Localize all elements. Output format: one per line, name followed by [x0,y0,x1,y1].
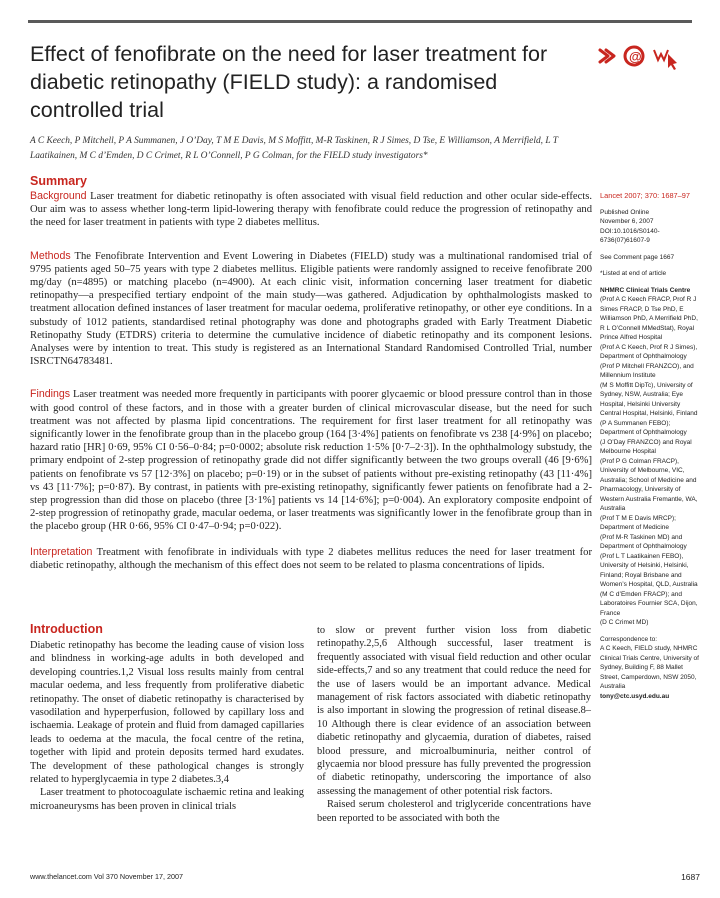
methods-text: The Fenofibrate Intervention and Event Lowering in Diabetes (FIELD) study was a multinational randomised trial of 9795 patients aged 50–75 years with type 2 diabetes mellitus. Eligible patients were randomly assigned to receive fenofibrate 200 mg/day (n=4895) or matching placebo (n=4900). At each clinic visit, information concerning laser treatment for diabetic retinopathy—a prespecified tertiary endpoint of the main study—was gathered. Adjudication by ophthalmologists masked to treatment allocation defined instances of laser treatment for macular oedema, proliferative retinopathy, or other eye conditions. In a substudy of 1012 patients, standardised retinal photography was done and photographs graded with Early Treatment Diabetic Retinopathy Study (ETDRS) criteria to determine the cumulative incidence of diabetic retinopathy and its component lesions. Analyses were by intention to treat. This study is registered as an International Standard Randomised Controlled Trial, number ISRCTN64783481. [30,250,592,368]
top-rule [28,20,692,23]
svg-text:@: @ [629,49,642,64]
article-title: Effect of fenofibrate on the need for laser treatment for diabetic retinopathy (FIELD study): a randomised controlled trial [30,42,548,122]
abstract [30,174,592,572]
intro-paragraph-2: Laser treatment to photocoagulate ischaemic retina and leaking microaneurysms has been proven in clinical trials [30,787,304,812]
summary-heading: Summary [30,174,87,188]
affiliation-10: (Prof L T Laatikainen FEBO), University of Helsinki, Helsinki, Finland; Royal Brisbane and Women’s Hospital, QLD, Australia [600,552,698,588]
affiliation-11: (M C d’Emden FRACP); and Laboratoires Fournier SCA, Dijon, France [600,590,698,617]
correspondence-address: A C Keech, FIELD study, NHMRC Clinical Trials Centre, University of Sydney, Building F, 88 Mallet Street, Camperdown, NSW 2050, Australia [600,645,699,690]
affiliation-4: (M S Moffitt DipTc), University of Sydney, NSW, Australia; Eye Hospital, Helsinki University Central Hospital, Helsinki, Finland [600,381,698,417]
affiliation-5: (P A Summanen FEBO); Department of Ophthalmology [600,419,687,436]
findings-paragraph [30,388,592,533]
online-first-logo-icon [598,42,678,70]
findings-text: Laser treatment was needed more frequently in participants with poorer glycaemic or blood pressure control than in those with good control of these factors, and in those with a greater burden of clinical microvascular disease, but the need for such treatment was not affected by plasma lipid concentrations. The requirement for first laser treatment for all retinopathy was significantly lower in the fenofibrate group than in the placebo group (164 [3·4%] patients on fenofibrate vs 238 [4·9%] on placebo; hazard ratio [HR] 0·69, 95% CI 0·56–0·84; p=0·0002; absolute risk reduction 1·5% [0·7–2·3]). In the ophthalmology substudy, the primary endpoint of 2-step progression of retinopathy grade did not differ significantly between the two groups overall (46 [9·6%] patients on fenofibrate vs 57 [12·3%] on placebo; p=0·19) or in the subset of patients without pre-existing retinopathy (43 [11·4%] vs 43 [11·7%]; p=0·87). By contrast, in patients with pre-existing retinopathy, significantly fewer patients on fenofibrate had a 2-step progression than did those on placebo (three [3·1%] patients vs 14 [14·6%]; p=0·004). An exploratory composite endpoint of 2-step progression of retinopathy grade, macular oedema, or laser treatments was significantly lower in the fenofibrate group than in the placebo group (HR 0·66, 95% CI 0·47–0·94; p=0·022). [30,389,592,533]
correspondence-label: Correspondence to: [600,635,658,643]
background-label: Background [30,190,87,202]
published-date: November 6, 2007 [600,218,654,225]
footer-journal: www.thelancet.com Vol 370 November 17, 2007 [30,872,184,881]
interpretation-label: Interpretation [30,545,93,558]
affiliation-7: (Prof P G Colman FRACP), University of Melbourne, VIC, Australia; School of Medicine and Pharmacology, University of Western Australia Fremantle, WA, Australia [600,457,698,512]
listed-note: *Listed at end of article [600,270,667,277]
affiliation-0: NHMRC Clinical Trials Centre [600,286,691,294]
interpretation-text: Treatment with fenofibrate in individuals with type 2 diabetes mellitus reduces the need for laser treatment for diabetic retinopathy, although the mechanism of this effect does not seem to be related to plasma concentrations of lipids. [30,546,592,571]
see-comment-link[interactable]: See Comment page 1667 [600,253,675,261]
affiliation-3: (Prof P Mitchell FRANZCO), and Millennium Institute [600,362,694,379]
interpretation-paragraph [30,546,592,572]
introduction-heading: Introduction [30,622,103,636]
methods-paragraph [30,250,592,369]
affiliation-2: (Prof A C Keech, Prof R J Simes), Department of Ophthalmology [600,343,698,360]
article-body [30,622,592,824]
intro-paragraph-1: Diabetic retinopathy has become the leading cause of vision loss and blindness in working-age adults in both developed and developing countries.1,2 Visual loss results mainly from central macular oedema, and less frequently from proliferative diabetic retinopathy. The onset of diabetic retinopathy is characterised by vasodilation and hyperperfusion, followed by capillary loss and ischaemia. Leakage of protein and fluid from damaged capillaries leads to oedema at the macula, the focal centre of the retina, together with lipid and protein deposits termed hard exudates. The development of these pathological changes is strongly related to hyperglycaemia in type 2 diabetes.3,4 [30,640,304,786]
affiliation-6: (J O’Day FRANZCO) and Royal Melbourne Hospital [600,438,692,455]
sidebar [600,191,700,701]
right-column [317,624,591,825]
citation: Lancet 2007; 370: 1687–97 [600,191,691,200]
methods-label: Methods [30,249,71,262]
page-footer [30,872,700,881]
correspondence-email[interactable]: tony@ctc.usyd.edu.au [600,692,670,700]
doi[interactable]: DOI:10.1016/S0140-6736(07)61607-9 [600,227,660,244]
page-number: 1687 [681,872,700,882]
affiliation-1: (Prof A C Keech FRACP, Prof R J Simes FRACP, D Tse PhD, E Williamson PhD, A Merrifield PhD, R L O’Connell MMedStat), Royal Prince Alfred Hospital [600,296,698,341]
intro-paragraph-3: to slow or prevent further vision loss from diabetic retinopathy.2,5,6 Although successful, laser treatment is frequently associated with visual field reduction and other ocular side-effects,7 and so any treatment that could reduce the need for the use of lasers would be an important advance. Medical management of risk factors associated with diabetic retinopathy is also important in slowing the progression of retinal disease.8–10 Although there is clear evidence of an association between diabetic retinopathy and glycaemia, duration of diabetes, raised blood pressure, and microalbuminuria, neither control of glycaemia nor blood pressure has fully prevented the progression of diabetic retinopathy, underscoring the importance of also assessing the management of other potential risk factors. [317,625,591,797]
findings-label: Findings [30,388,71,401]
left-column [30,639,304,813]
affiliation-9: (Prof M-R Taskinen MD) and Department of Ophthalmology [600,533,687,550]
background-text: Laser treatment for diabetic retinopathy is often associated with visual field reduction and other ocular side-effects. Our aim was to assess whether long-term lipid-lowering therapy with fenofibrate could reduce the progression of retinopathy and the need for laser treatment in patients with type 2 diabetes mellitus. [30,191,592,229]
author-list: A C Keech, P Mitchell, P A Summanen, J O’Day, T M E Davis, M S Moffitt, M-R Taskinen, R J Simes, D Tse, E Williamson, A Merrifield, L T Laatikainen, M C d’Emden, D C Crimet, R L O’Connell, P G Colman, for the FIELD study investigators* [30,136,558,161]
background-paragraph [30,190,592,230]
published-label: Published Online [600,208,650,216]
affiliation-12: (D C Crimet MD) [600,619,649,626]
intro-paragraph-4: Raised serum cholesterol and triglyceride concentrations have been reported to be associated with both the [317,799,591,824]
affiliation-8: (Prof T M E Davis MRCP); Department of Medicine [600,514,676,531]
